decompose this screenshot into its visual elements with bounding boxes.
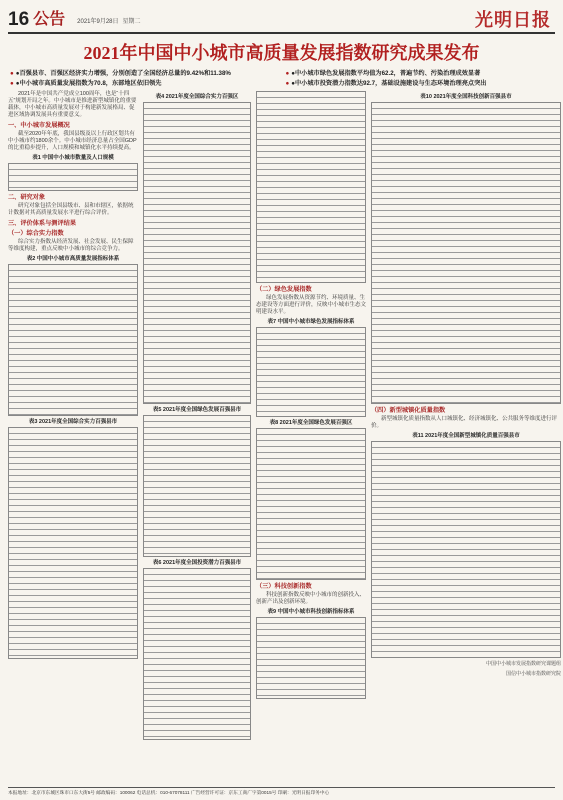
column-2 xyxy=(143,91,251,740)
ranking-table xyxy=(143,102,251,404)
key-finding: ● ●中小城市高质量发展指数为70.8，东部地区依旧领先 xyxy=(10,78,278,87)
article-body xyxy=(8,91,561,737)
page-footer: 本报地址：北京市东城区珠市口东大街5号 邮政编码：100062 电话总机：010-67078111 广告经营许可证：京东工商广字第0015号 印刷：光明日报印务中心 xyxy=(8,787,555,796)
body-paragraph: 截至2020年年底，我国县级及以上行政区划共有中小城市约1800余个。中小城市经济总量占全国GDP的比重稳步提升，人口规模和城镇化水平持续提高。 xyxy=(8,131,137,151)
key-findings xyxy=(10,68,553,87)
data-table xyxy=(8,163,138,191)
table-caption: 表10 2021年度全国科技创新百强县市 xyxy=(420,94,512,100)
indicator-table xyxy=(256,617,366,699)
ranking-table xyxy=(8,427,138,659)
issue-date: 2021年9月28日 xyxy=(77,19,119,25)
page-number: 16 xyxy=(8,9,30,30)
body-paragraph: 综合实力指数从经济发展、社会发展、民生保障等维度构建，重点反映中小城市的综合竞争力。 xyxy=(8,239,134,252)
body-paragraph: 研究对象包括全国县级市、县和市辖区，依据统计数据对其高质量发展水平进行综合评价。 xyxy=(8,203,134,216)
intro-paragraph: 2021年是中国共产党成立100周年，也是“十四五”规划开局之年。中小城市是推进新型城镇化的重要载体，中小城市高质量发展对于构建新发展格局、促进区域协调发展具有重要意义。 xyxy=(8,91,137,118)
article-title: 2021年中国中小城市高质量发展指数研究成果发布 xyxy=(83,43,480,63)
newspaper-masthead: 光明日报 xyxy=(475,10,551,31)
indicator-table xyxy=(8,264,138,416)
column-4 xyxy=(371,91,561,740)
table-caption: 表11 2021年度全国新型城镇化质量百强县市 xyxy=(412,433,520,439)
column-1 xyxy=(8,91,138,740)
issue-weekday: 星期二 xyxy=(122,19,141,25)
ranking-table xyxy=(371,102,561,404)
key-finding: ● ●中小城市绿色发展指数平均值为62.2，普遍节约、污染治理成效显著 xyxy=(286,68,554,77)
column-3 xyxy=(256,91,366,740)
section-heading: 二、研究对象 xyxy=(8,194,46,201)
section-heading: 一、中小城市发展概况 xyxy=(8,122,70,129)
table-caption: 表7 中国中小城市绿色发展指标体系 xyxy=(267,319,355,325)
table-caption: 表8 2021年度全国绿色发展百强区 xyxy=(269,420,353,426)
key-finding: ● ●中小城市投资潜力指数达92.7，基础设施建设与生态环境治理亮点突出 xyxy=(286,78,554,87)
page-header xyxy=(8,4,555,34)
table-caption: 表6 2021年度全国投资潜力百强县市 xyxy=(152,560,242,566)
table-caption: 表4 2021年度全国综合实力百强区 xyxy=(155,94,239,100)
section-heading: 三、评价体系与测评结果 xyxy=(8,220,77,227)
ranking-table xyxy=(143,415,251,557)
table-caption: 表2 中国中小城市高质量发展指标体系 xyxy=(26,256,120,262)
research-institute: 国信中小城市指数研究院 xyxy=(505,671,561,677)
research-group: 中国中小城市发展指数研究课题组 xyxy=(485,661,561,667)
section-name: 公告 xyxy=(33,11,66,28)
sub-heading: （三）科技创新指数 xyxy=(256,583,312,590)
table-caption: 表9 中国中小城市科技创新指标体系 xyxy=(267,609,355,615)
ranking-table xyxy=(143,568,251,740)
table-caption: 表3 2021年度全国综合实力百强县市 xyxy=(28,419,118,425)
sub-heading: （一）综合实力指数 xyxy=(8,230,64,237)
table-caption: 表5 2021年度全国绿色发展百强县市 xyxy=(152,407,242,413)
key-finding: ● ●百强县市、百强区经济实力增强，分别创造了全国经济总量的9.42%和11.38% xyxy=(10,68,278,77)
table-caption: 表1 中国中小城市数量及人口规模 xyxy=(32,155,114,161)
ranking-table xyxy=(256,428,366,580)
body-paragraph: 绿色发展指数从资源节约、环境质量、生态建设等方面进行评价，反映中小城市生态文明建设水平。 xyxy=(256,295,367,315)
indicator-table xyxy=(256,327,366,417)
sub-heading: （二）绿色发展指数 xyxy=(256,286,312,293)
sub-heading: （四）新型城镇化质量指数 xyxy=(371,407,446,414)
ranking-table xyxy=(371,441,561,658)
body-paragraph: 新型城镇化质量指数从人口城镇化、经济城镇化、公共服务等维度进行评价。 xyxy=(371,416,558,429)
body-paragraph: 科技创新指数反映中小城市的创新投入、创新产出及创新环境。 xyxy=(256,592,366,605)
ranking-table xyxy=(256,91,366,283)
